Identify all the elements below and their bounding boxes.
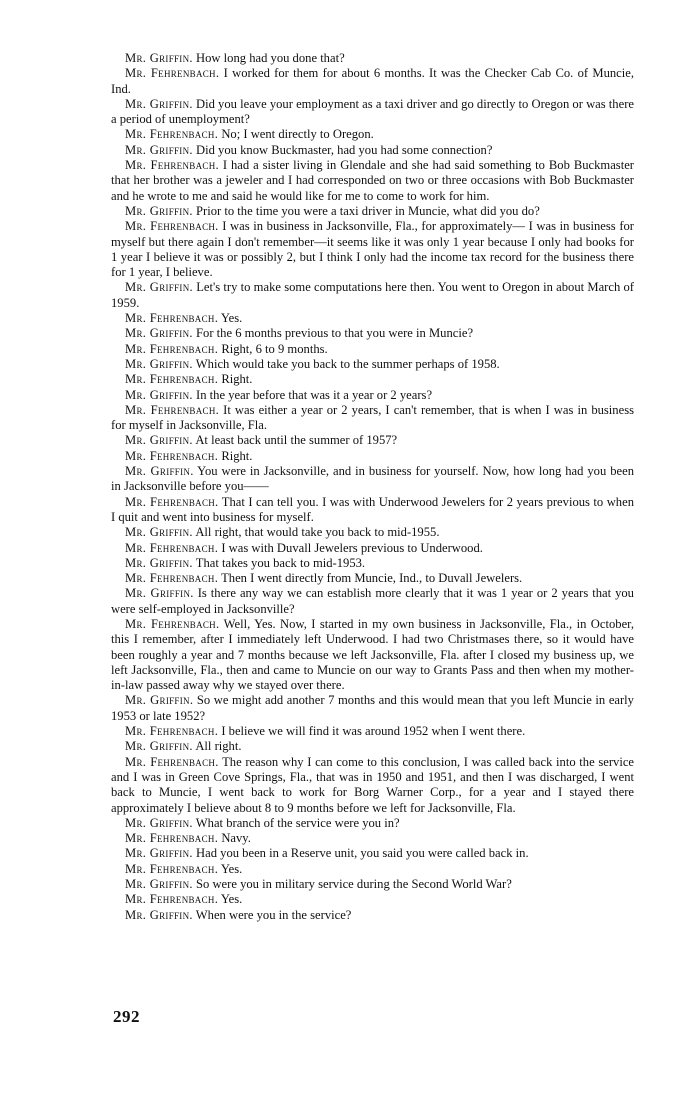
speaker-name: Mr. Fehrenbach. <box>125 127 219 142</box>
transcript-paragraph <box>111 219 634 280</box>
speaker-name: Mr. Griffin. <box>125 433 193 448</box>
testimony-text: Had you been in a Reserve unit, you said you were called back in. <box>196 846 529 861</box>
testimony-text: Let's try to make some computations here then. You went to Oregon in about March of 1959. <box>111 280 634 310</box>
testimony-text: Yes. <box>220 861 243 876</box>
speaker-name: Mr. Fehrenbach. <box>125 892 219 907</box>
speaker-name: Mr. Griffin. <box>125 907 193 922</box>
transcript-paragraph <box>111 693 634 724</box>
transcript-paragraph <box>111 877 634 892</box>
speaker-name: Mr. Griffin. <box>125 51 193 65</box>
testimony-text: When were you in the service? <box>195 907 352 922</box>
testimony-text: Which would take you back to the summer perhaps of 1958. <box>195 356 500 371</box>
transcript-paragraph <box>111 571 634 586</box>
testimony-text: Right, 6 to 9 months. <box>221 341 328 356</box>
testimony-text: I was with Duvall Jewelers previous to Underwood. <box>221 540 483 555</box>
testimony-text: Right. <box>221 372 253 387</box>
testimony-text: What branch of the service were you in? <box>195 815 400 830</box>
transcript-paragraph <box>111 51 634 66</box>
speaker-name: Mr. Griffin. <box>125 96 193 111</box>
transcript-paragraph <box>111 525 634 540</box>
testimony-text: Did you leave your employment as a taxi driver and go directly to Oregon or was there a period of unemployment? <box>111 96 634 127</box>
speaker-name: Mr. Fehrenbach. <box>125 372 219 387</box>
transcript-paragraph <box>111 388 634 403</box>
transcript-paragraph <box>111 586 634 617</box>
speaker-name: Mr. Griffin. <box>125 326 193 341</box>
testimony-text: All right, that would take you back to mid-1955. <box>195 525 440 540</box>
testimony-text: Prior to the time you were a taxi driver in Muncie, what did you do? <box>196 203 540 218</box>
testimony-text: In the year before that was it a year or 2 years? <box>196 387 433 402</box>
transcript-paragraph <box>111 541 634 556</box>
transcript-paragraph <box>111 372 634 387</box>
transcript-paragraph <box>111 280 634 311</box>
speaker-name: Mr. Griffin. <box>125 739 193 754</box>
speaker-name: Mr. Fehrenbach. <box>125 341 219 356</box>
testimony-text: The reason why I can come to this conclusion, I was called back into the service and I was in Green Cove Springs, Fla., that was in 1950 and 1951, and then I was discharged, I went back to Muncie, I went back to work for Borg Warner Corp., for a year and I stayed there approximately I believe about 8 to 9 months before we left for Jacksonville, Fla. <box>111 754 635 815</box>
testimony-text: For the 6 months previous to that you were in Muncie? <box>196 326 474 341</box>
page-number: 292 <box>113 1007 140 1026</box>
testimony-text: Navy. <box>221 831 251 846</box>
speaker-name: Mr. Fehrenbach. <box>125 219 219 234</box>
speaker-name: Mr. Griffin. <box>125 846 193 861</box>
speaker-name: Mr. Griffin. <box>125 280 193 295</box>
transcript-paragraph <box>111 846 634 861</box>
speaker-name: Mr. Fehrenbach. <box>125 66 220 81</box>
transcript-paragraph <box>111 556 634 571</box>
transcript-paragraph <box>111 449 634 464</box>
testimony-text: You were in Jacksonville, and in business for yourself. Now, how long had you been in Jacksonville before you—— <box>111 464 634 494</box>
speaker-name: Mr. Griffin. <box>125 356 193 371</box>
testimony-text: I was in business in Jacksonville, Fla., for approximately— I was in business for myself but there again I don't remember—it seems like it was only 1 year because I only had books for 1 year I believe it was or possibly 2, but I think I only had the income tax record for the business there for 1 year, I believe. <box>111 219 634 280</box>
transcript-paragraph <box>111 158 634 204</box>
testimony-text: Yes. <box>220 311 243 326</box>
testimony-text: No; I went directly to Oregon. <box>221 127 374 142</box>
transcript-paragraph <box>111 464 634 495</box>
transcript-paragraph <box>111 66 634 97</box>
speaker-name: Mr. Fehrenbach. <box>125 540 219 555</box>
testimony-text: It was either a year or 2 years, I can't remember, that is when I was in business for myself in Jacksonville, Fla. <box>111 402 634 433</box>
transcript-paragraph <box>111 204 634 219</box>
transcript-paragraph <box>111 311 634 326</box>
transcript-paragraph <box>111 143 634 158</box>
speaker-name: Mr. Griffin. <box>125 387 193 402</box>
transcript-paragraph <box>111 403 634 434</box>
testimony-text: That I can tell you. I was with Underwood Jewelers for 2 years previous to when I quit and went into business for myself. <box>111 494 634 524</box>
testimony-text: I believe we will find it was around 1952 when I went there. <box>221 724 526 739</box>
speaker-name: Mr. Griffin. <box>125 815 193 830</box>
transcript-paragraph <box>111 127 634 142</box>
transcript-paragraph <box>111 724 634 739</box>
speaker-name: Mr. Griffin. <box>125 555 193 570</box>
speaker-name: Mr. Fehrenbach. <box>125 831 219 846</box>
testimony-text: Then I went directly from Muncie, Ind., to Duvall Jewelers. <box>221 571 523 586</box>
transcript-paragraph <box>111 495 634 526</box>
speaker-name: Mr. Fehrenbach. <box>125 754 219 769</box>
speaker-name: Mr. Griffin. <box>125 586 194 601</box>
speaker-name: Mr. Fehrenbach. <box>125 448 219 463</box>
transcript-paragraph <box>111 326 634 341</box>
speaker-name: Mr. Fehrenbach. <box>125 616 220 631</box>
testimony-text: I had a sister living in Glendale and she had said something to Bob Buckmaster that her brother was a jeweler and I had corresponded on two or three occasions with Bob Buckmaster and he wrote to me and said he would like for me to come to work for him. <box>111 158 634 203</box>
speaker-name: Mr. Fehrenbach. <box>125 571 219 586</box>
testimony-text: Is there any way we can establish more clearly that it was 1 year or 2 years that you were self-employed in Jacksonville? <box>111 586 634 616</box>
testimony-text: How long had you done that? <box>196 51 345 65</box>
transcript-paragraph <box>111 892 634 907</box>
transcript-paragraph <box>111 617 634 693</box>
transcript-paragraph <box>111 357 634 372</box>
speaker-name: Mr. Griffin. <box>125 693 194 708</box>
transcript-paragraph <box>111 433 634 448</box>
speaker-name: Mr. Griffin. <box>125 464 194 479</box>
transcript-paragraph <box>111 816 634 831</box>
testimony-text: So were you in military service during the Second World War? <box>196 877 512 892</box>
transcript-paragraph <box>111 831 634 846</box>
transcript-paragraph <box>111 739 634 754</box>
speaker-name: Mr. Griffin. <box>125 525 193 540</box>
testimony-text: So we might add another 7 months and this would mean that you left Muncie in early 1953 or late 1952? <box>111 693 634 723</box>
testimony-text: All right. <box>195 739 242 754</box>
transcript-paragraph <box>111 97 634 128</box>
speaker-name: Mr. Griffin. <box>125 203 193 218</box>
speaker-name: Mr. Fehrenbach. <box>125 158 219 173</box>
testimony-text: Yes. <box>220 892 243 907</box>
speaker-name: Mr. Fehrenbach. <box>125 311 219 326</box>
speaker-name: Mr. Fehrenbach. <box>125 724 219 739</box>
speaker-name: Mr. Fehrenbach. <box>125 861 219 876</box>
transcript-paragraph <box>111 908 634 923</box>
speaker-name: Mr. Griffin. <box>125 877 193 892</box>
transcript-paragraph <box>111 342 634 357</box>
speaker-name: Mr. Fehrenbach. <box>125 402 220 417</box>
testimony-text: Well, Yes. Now, I started in my own business in Jacksonville, Fla., in October, this I remember, after I immediately left Underwood. I had two Christmases there, so it would have been roughly a year and 7 months because we left Jacksonville, Fla. after I closed my business up, we left Jacksonville, Fla., then and came to Muncie on our way to Grants Pass and then when my mother-in-law passed away why we stayed over there. <box>111 616 634 693</box>
transcript-paragraph <box>111 755 634 816</box>
transcript-page <box>111 51 634 923</box>
testimony-text: Did you know Buckmaster, had you had some connection? <box>196 142 493 157</box>
testimony-text: At least back until the summer of 1957? <box>195 433 398 448</box>
speaker-name: Mr. Fehrenbach. <box>125 494 219 509</box>
testimony-text: I worked for them for about 6 months. It was the Checker Cab Co. of Muncie, Ind. <box>111 66 634 96</box>
testimony-text: That takes you back to mid-1953. <box>195 555 366 570</box>
transcript-paragraph <box>111 862 634 877</box>
speaker-name: Mr. Griffin. <box>125 142 193 157</box>
testimony-text: Right. <box>221 448 253 463</box>
